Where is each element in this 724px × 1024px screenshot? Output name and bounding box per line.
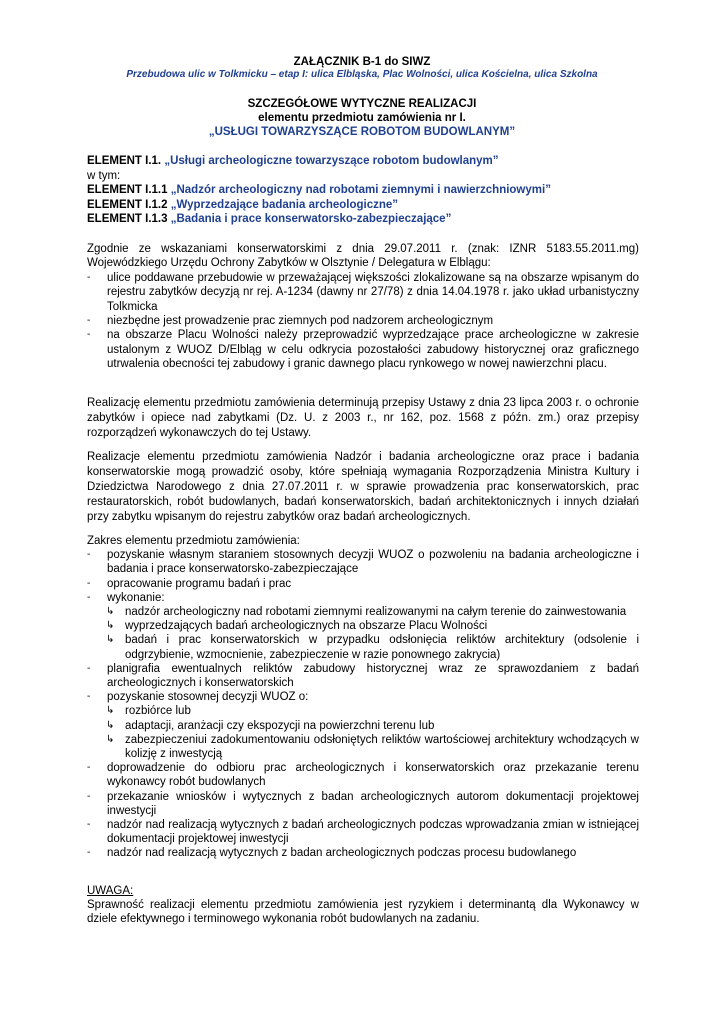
in-that-label: w tym: [87, 170, 121, 182]
arrow-bullet-icon: ↳ [106, 719, 115, 731]
element-sub-3-name: „Badania i prace konserwatorsko-zabezpieczające” [170, 213, 452, 225]
sub-list-item: ↳ nadzór archeologiczny nad robotami ziemnymi realizowanymi na całym terenie do zainwestowania [106, 606, 627, 619]
project-subheader: Przebudowa ulic w Tolkmicku – etap I: ulica Elbląska, Plac Wolności, ulica Kościelna, ulica Szkolna [126, 69, 598, 80]
list-item: - opracowanie programu badań i prac [87, 577, 292, 590]
sub-list-item: ↳ wyprzedzających badań archeologicznych na obszarze Placu Wolności [106, 620, 488, 633]
sub-list-item: ↳ zabezpieczeniui zadokumentowaniu odsłoniętych reliktów wartościowej architektury wchodzących w kolizję z inwestycją [106, 733, 639, 761]
element-sub-3-code: ELEMENT I.1.3 [87, 213, 168, 225]
dash-bullet-icon: - [87, 790, 91, 802]
list-item: - nadzór nad realizacją wytycznych z badań archeologicznych podczas wprowadzania zmian w istniejącej dokumentacji projektowej inwestycji [87, 819, 639, 846]
legal-basis-paragraph: Realizację elementu przedmiotu zamówienia determinują przepisy Ustawy z dnia 23 lipca 2003 r. o ochronie zabytków i opiece nad zabytkami (Dz. U. z 2003 r., nr 162, poz. 1568 z późn. zm.) oraz przepisy rozporządzeń wykonawczych do tej Ustawy. [87, 397, 639, 439]
list-item: - planigrafia ewentualnych reliktów zabudowy historycznej wraz ze sprawozdaniem z badań archeologicznych i konserwatorskich [87, 662, 639, 690]
qualifications-paragraph: Realizacje elementu przedmiotu zamówienia Nadzór i badania archeologiczne oraz prace i badania konserwatorskie mogą prowadzić osoby, które spełniają wymagania Rozporządzenia Ministra Kultury i Dziedzictwa Narodowego z dnia 27.07.2011 r. w sprawie prowadzenia prac konserwatorskich, prac restauratorskich, robót budowlanych, badań konserwatorskich, badań architektonicznych i innych działań przy zabytku wpisanym do rejestru zabytków oraz badań archeologicznych. [87, 451, 639, 523]
list-item: - nadzór nad realizacją wytycznych z badan archeologicznych podczas procesu budowlanego [87, 847, 577, 860]
arrow-bullet-icon: ↳ [106, 705, 115, 717]
element-sub-3 [87, 213, 451, 225]
scope-section [87, 534, 639, 861]
dash-bullet-icon: - [87, 271, 91, 283]
annex-header: ZAŁĄCZNIK B-1 do SIWZ [293, 56, 431, 68]
dash-bullet-icon: - [87, 315, 91, 327]
list-item: - wykonanie: [87, 591, 165, 604]
sub-list-item: ↳ badań i prac konserwatorskich w przypadku odsłonięcia reliktów architektury (odsolenie i odgrzybienie, wzmocnienie, zabezpieczenie w razie ponownego zakrycia) [106, 634, 639, 661]
arrow-bullet-icon: ↳ [106, 733, 115, 745]
document-title: SZCZEGÓŁOWE WYTYCZNE REALIZACJI [247, 98, 477, 110]
element-sub-2-name: „Wyprzedzające badania archeologiczne” [170, 199, 399, 211]
list-item: - niezbędne jest prowadzenie prac ziemnych pod nadzorem archeologicznym [87, 315, 494, 328]
element-sub-1-name: „Nadzór archeologiczny nad robotami ziemnymi i nawierzchniowymi” [170, 184, 551, 196]
element-sub-2 [87, 199, 398, 211]
dash-bullet-icon: - [87, 591, 91, 603]
dash-bullet-icon: - [87, 577, 91, 589]
list-item: - pozyskanie własnym staraniem stosownych decyzji WUOZ o pozwoleniu na badania archeologiczne i badania i prace konserwatorsko-zabezpieczające [87, 549, 639, 576]
element-main-code: ELEMENT I.1. [87, 155, 162, 167]
element-main-name: „Usługi archeologiczne towarzyszące robotom budowlanym” [164, 155, 499, 167]
dash-bullet-icon: - [87, 662, 91, 674]
dash-bullet-icon: - [87, 329, 91, 341]
dash-bullet-icon: - [87, 762, 91, 774]
document-subtitle: elementu przedmiotu zamówienia nr I. [258, 112, 466, 124]
document-element-name: „USŁUGI TOWARZYSZĄCE ROBOTOM BUDOWLANYM” [208, 126, 516, 138]
arrow-bullet-icon: ↳ [106, 634, 115, 646]
note-text: Sprawność realizacji elementu przedmiotu zamówienia jest ryzykiem i determinantą dla Wykonawcy w dziele efektywnego i terminowego wykonania robót budowlanych na zadaniu. [87, 899, 639, 926]
list-item: - na obszarze Placu Wolności należy przeprowadzić wyprzedzające prace archeologiczne w zakresie ustalonym z WUOZ D/Elbląg w celu odkrycia pozostałości zabudowy historycznej oraz graficznego utrwalenia obecności tej zabudowy i granic dawnego placu rynkowego w nowej nawierzchni placu. [87, 329, 639, 371]
list-item: - przekazanie wniosków i wytycznych z badan archeologicznych autorom dokumentacji projektowej inwestycji [87, 790, 639, 817]
arrow-bullet-icon: ↳ [106, 620, 115, 632]
dash-bullet-icon: - [87, 819, 91, 831]
scope-intro: Zakres elementu przedmiotu zamówienia: [87, 535, 300, 547]
note-section [87, 884, 639, 927]
list-item: - doprowadzenie do odbioru prac archeologicznych i konserwatorskich oraz przekazanie terenu wykonawcy robót budowlanych [87, 762, 639, 789]
dash-bullet-icon: - [87, 691, 91, 703]
conservation-intro: Zgodnie ze wskazaniami konserwatorskimi z dnia 29.07.2011 r. (znak: IZNR 5183.55.2011.mg) Wojewódzkiego Urzędu Ochrony Zabytków w Olsztynie / Delegatura w Elblągu: [87, 243, 639, 270]
element-main [87, 155, 499, 167]
sub-list-item: ↳ adaptacji, aranżacji czy ekspozycji na powierzchni terenu lub [106, 719, 435, 732]
element-sub-2-code: ELEMENT I.1.2 [87, 199, 168, 211]
list-item: - ulice poddawane przebudowie w przeważającej większości zlokalizowane są na obszarze wpisanym do rejestru zabytków decyzją nr rej. A-1234 (dawny nr 27/78) z dnia 14.04.1978 r. jako układ urbanistyczny Tolkmicka [87, 271, 639, 313]
element-sub-1 [87, 184, 551, 196]
list-item: - pozyskanie stosownej decyzji WUOZ o: [87, 691, 309, 704]
element-sub-1-code: ELEMENT I.1.1 [87, 184, 168, 196]
conservation-section [87, 242, 639, 372]
dash-bullet-icon: - [87, 549, 91, 561]
note-label: UWAGA: [87, 885, 134, 897]
dash-bullet-icon: - [87, 847, 91, 859]
sub-list-item: ↳ rozbiórce lub [106, 705, 191, 718]
arrow-bullet-icon: ↳ [106, 606, 115, 618]
